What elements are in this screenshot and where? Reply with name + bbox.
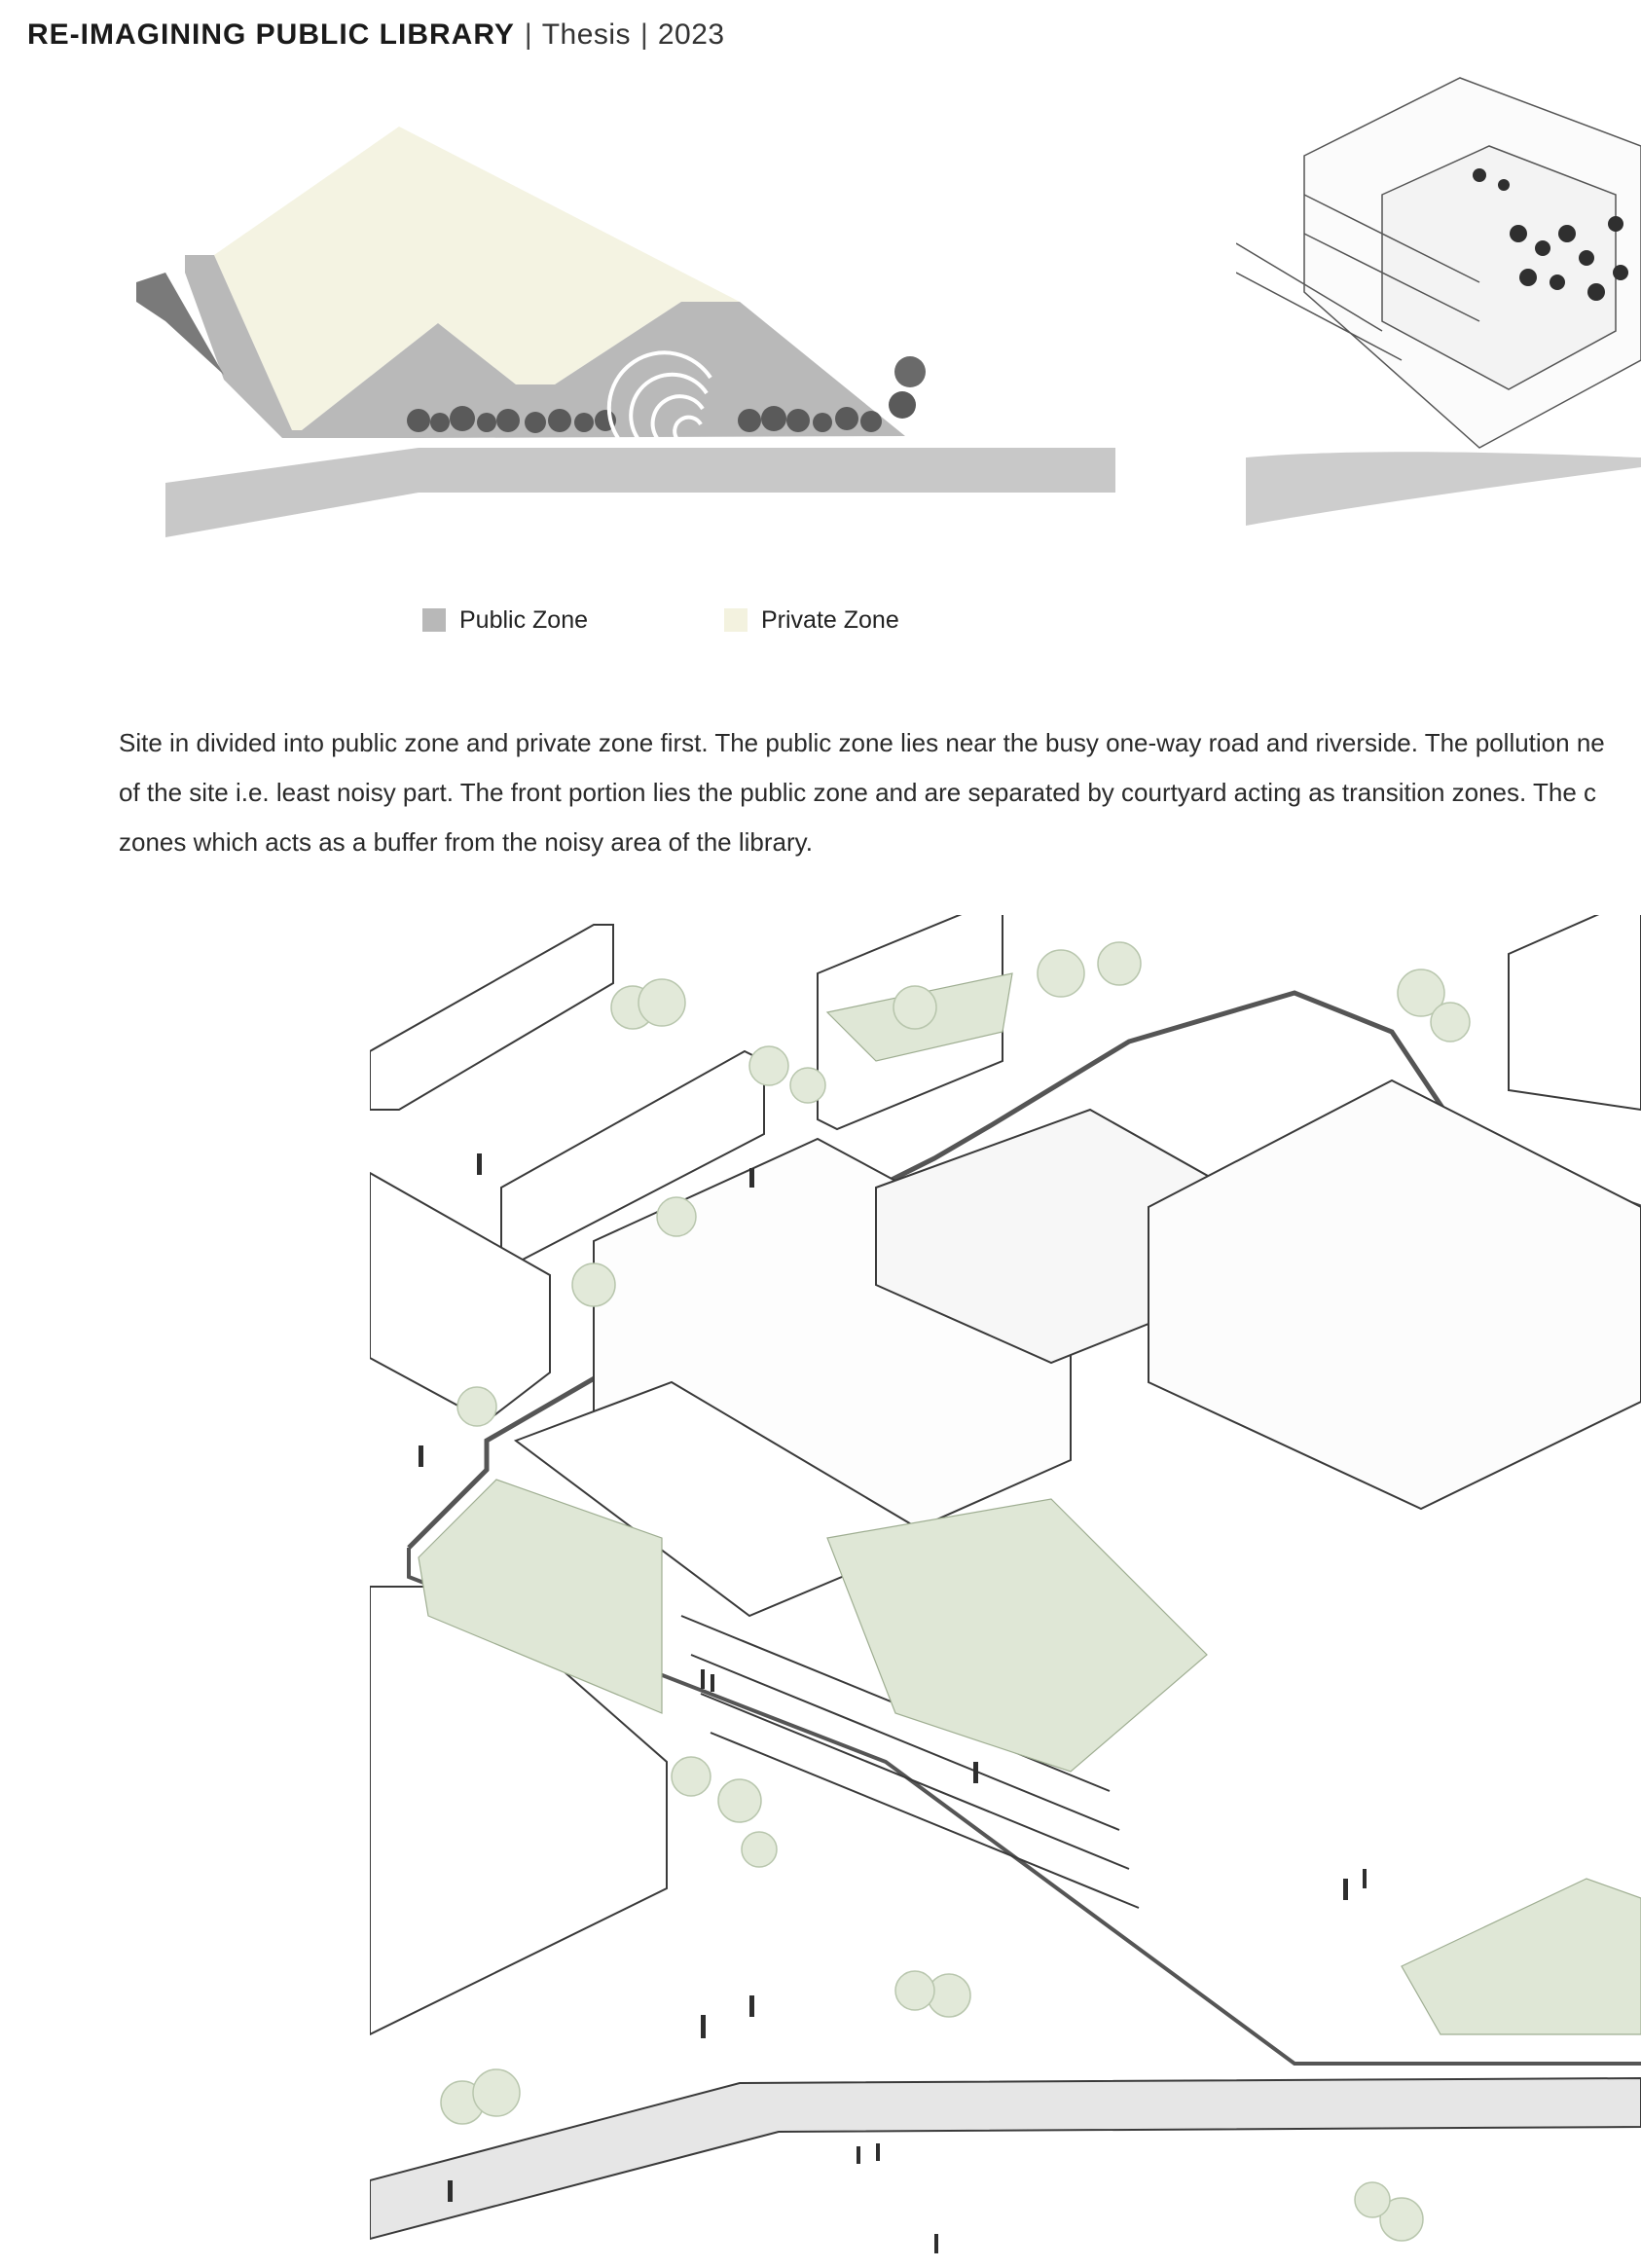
private-zone-swatch <box>724 608 748 632</box>
header-separator-2: | <box>640 18 648 51</box>
header-year: 2023 <box>657 18 725 51</box>
legend-public-label: Public Zone <box>459 605 589 634</box>
legend-private-label: Private Zone <box>761 605 899 634</box>
legend-private-zone <box>724 604 899 637</box>
neighbour-block-5 <box>1509 915 1641 1110</box>
page-header <box>27 16 725 55</box>
site-ground-slab <box>1246 452 1641 526</box>
page-title: RE-IMAGINING PUBLIC LIBRARY <box>27 18 515 51</box>
right-wing <box>1149 1080 1641 1509</box>
site-axonometric-view <box>1236 39 1641 535</box>
library-axonometric-drawing <box>370 915 1641 2268</box>
description-line-3: zones which acts as a buffer from the noisy area of the library. <box>119 827 813 857</box>
plaza-lawn <box>1402 1879 1641 2034</box>
zoning-section-diagram <box>127 117 1129 545</box>
public-zone-swatch <box>422 608 446 632</box>
description-text <box>119 718 1641 867</box>
neighbour-block-1 <box>370 925 613 1110</box>
ground-slab <box>165 448 1115 537</box>
description-line-1: Site in divided into public zone and private zone first. The public zone lies near the busy one-way road and riverside. The pollution ne <box>119 728 1605 757</box>
courtyard-lawn <box>827 1499 1207 1772</box>
description-line-2: of the site i.e. least noisy part. The front portion lies the public zone and are separated by courtyard acting as transition zones. The c <box>119 778 1597 807</box>
legend-public-zone <box>422 604 588 637</box>
road <box>370 2078 1641 2239</box>
header-separator: | <box>524 18 532 51</box>
header-subtitle: Thesis <box>541 18 632 51</box>
